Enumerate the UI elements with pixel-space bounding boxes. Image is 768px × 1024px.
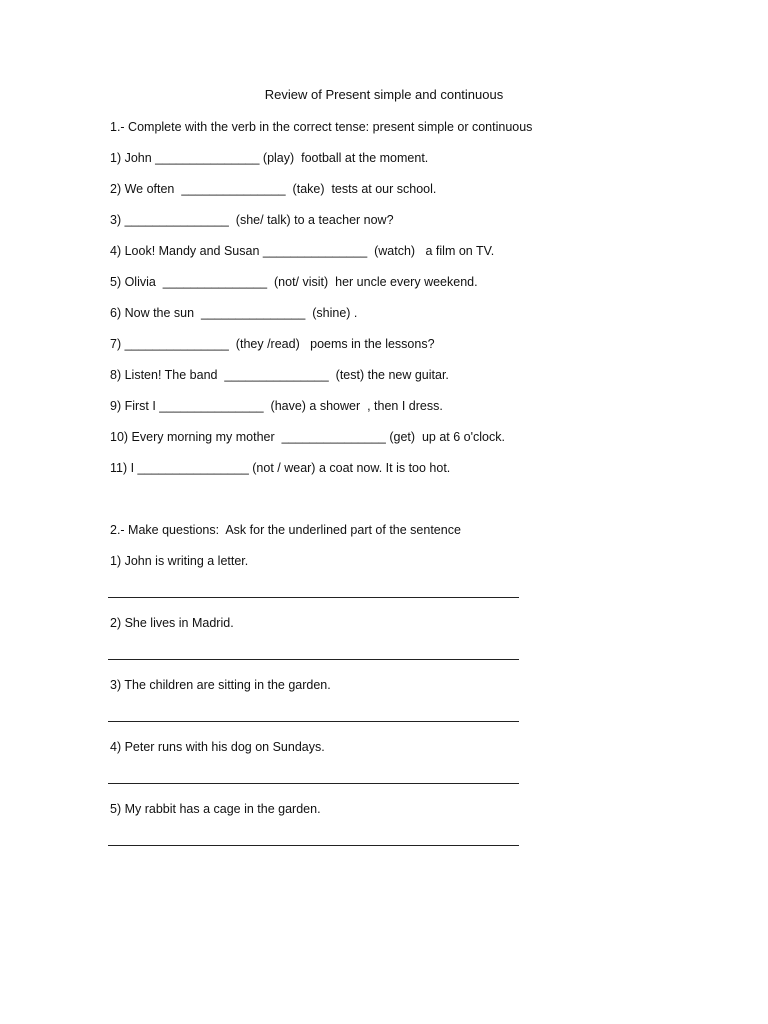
section1-item-8: 8) Listen! The band _______________ (test) the new guitar. (110, 368, 449, 382)
section1-item-3: 3) _______________ (she/ talk) to a teacher now? (110, 213, 394, 227)
answer-line (108, 721, 519, 722)
answer-line (108, 783, 519, 784)
section2-item-5: 5) My rabbit has a cage in the garden. (110, 802, 321, 816)
section1-item-2: 2) We often _______________ (take) tests at our school. (110, 182, 437, 196)
section1-item-1: 1) John _______________ (play) football at the moment. (110, 151, 429, 165)
section1-item-6: 6) Now the sun _______________ (shine) . (110, 306, 358, 320)
answer-line (108, 659, 519, 660)
section2-item-3: 3) The children are sitting in the garden. (110, 678, 331, 692)
section1-item-11: 11) I ________________ (not / wear) a coat now. It is too hot. (110, 461, 451, 475)
section2-item-1: 1) John is writing a letter. (110, 554, 249, 568)
answer-line (108, 597, 519, 598)
section1-item-4: 4) Look! Mandy and Susan _______________ (watch) a film on TV. (110, 244, 495, 258)
section1-item-9: 9) First I _______________ (have) a shower , then I dress. (110, 399, 443, 413)
answer-line (108, 845, 519, 846)
worksheet-title: Review of Present simple and continuous (264, 87, 504, 102)
section1-heading: 1.- Complete with the verb in the correct tense: present simple or continuous (110, 120, 533, 134)
section1-item-7: 7) _______________ (they /read) poems in the lessons? (110, 337, 435, 351)
section1-item-10: 10) Every morning my mother _______________ (get) up at 6 o'clock. (110, 430, 505, 444)
section1-item-5: 5) Olivia _______________ (not/ visit) her uncle every weekend. (110, 275, 478, 289)
section2-item-4: 4) Peter runs with his dog on Sundays. (110, 740, 325, 754)
section2-item-2: 2) She lives in Madrid. (110, 616, 234, 630)
section2-heading: 2.- Make questions: Ask for the underlined part of the sentence (110, 523, 461, 537)
